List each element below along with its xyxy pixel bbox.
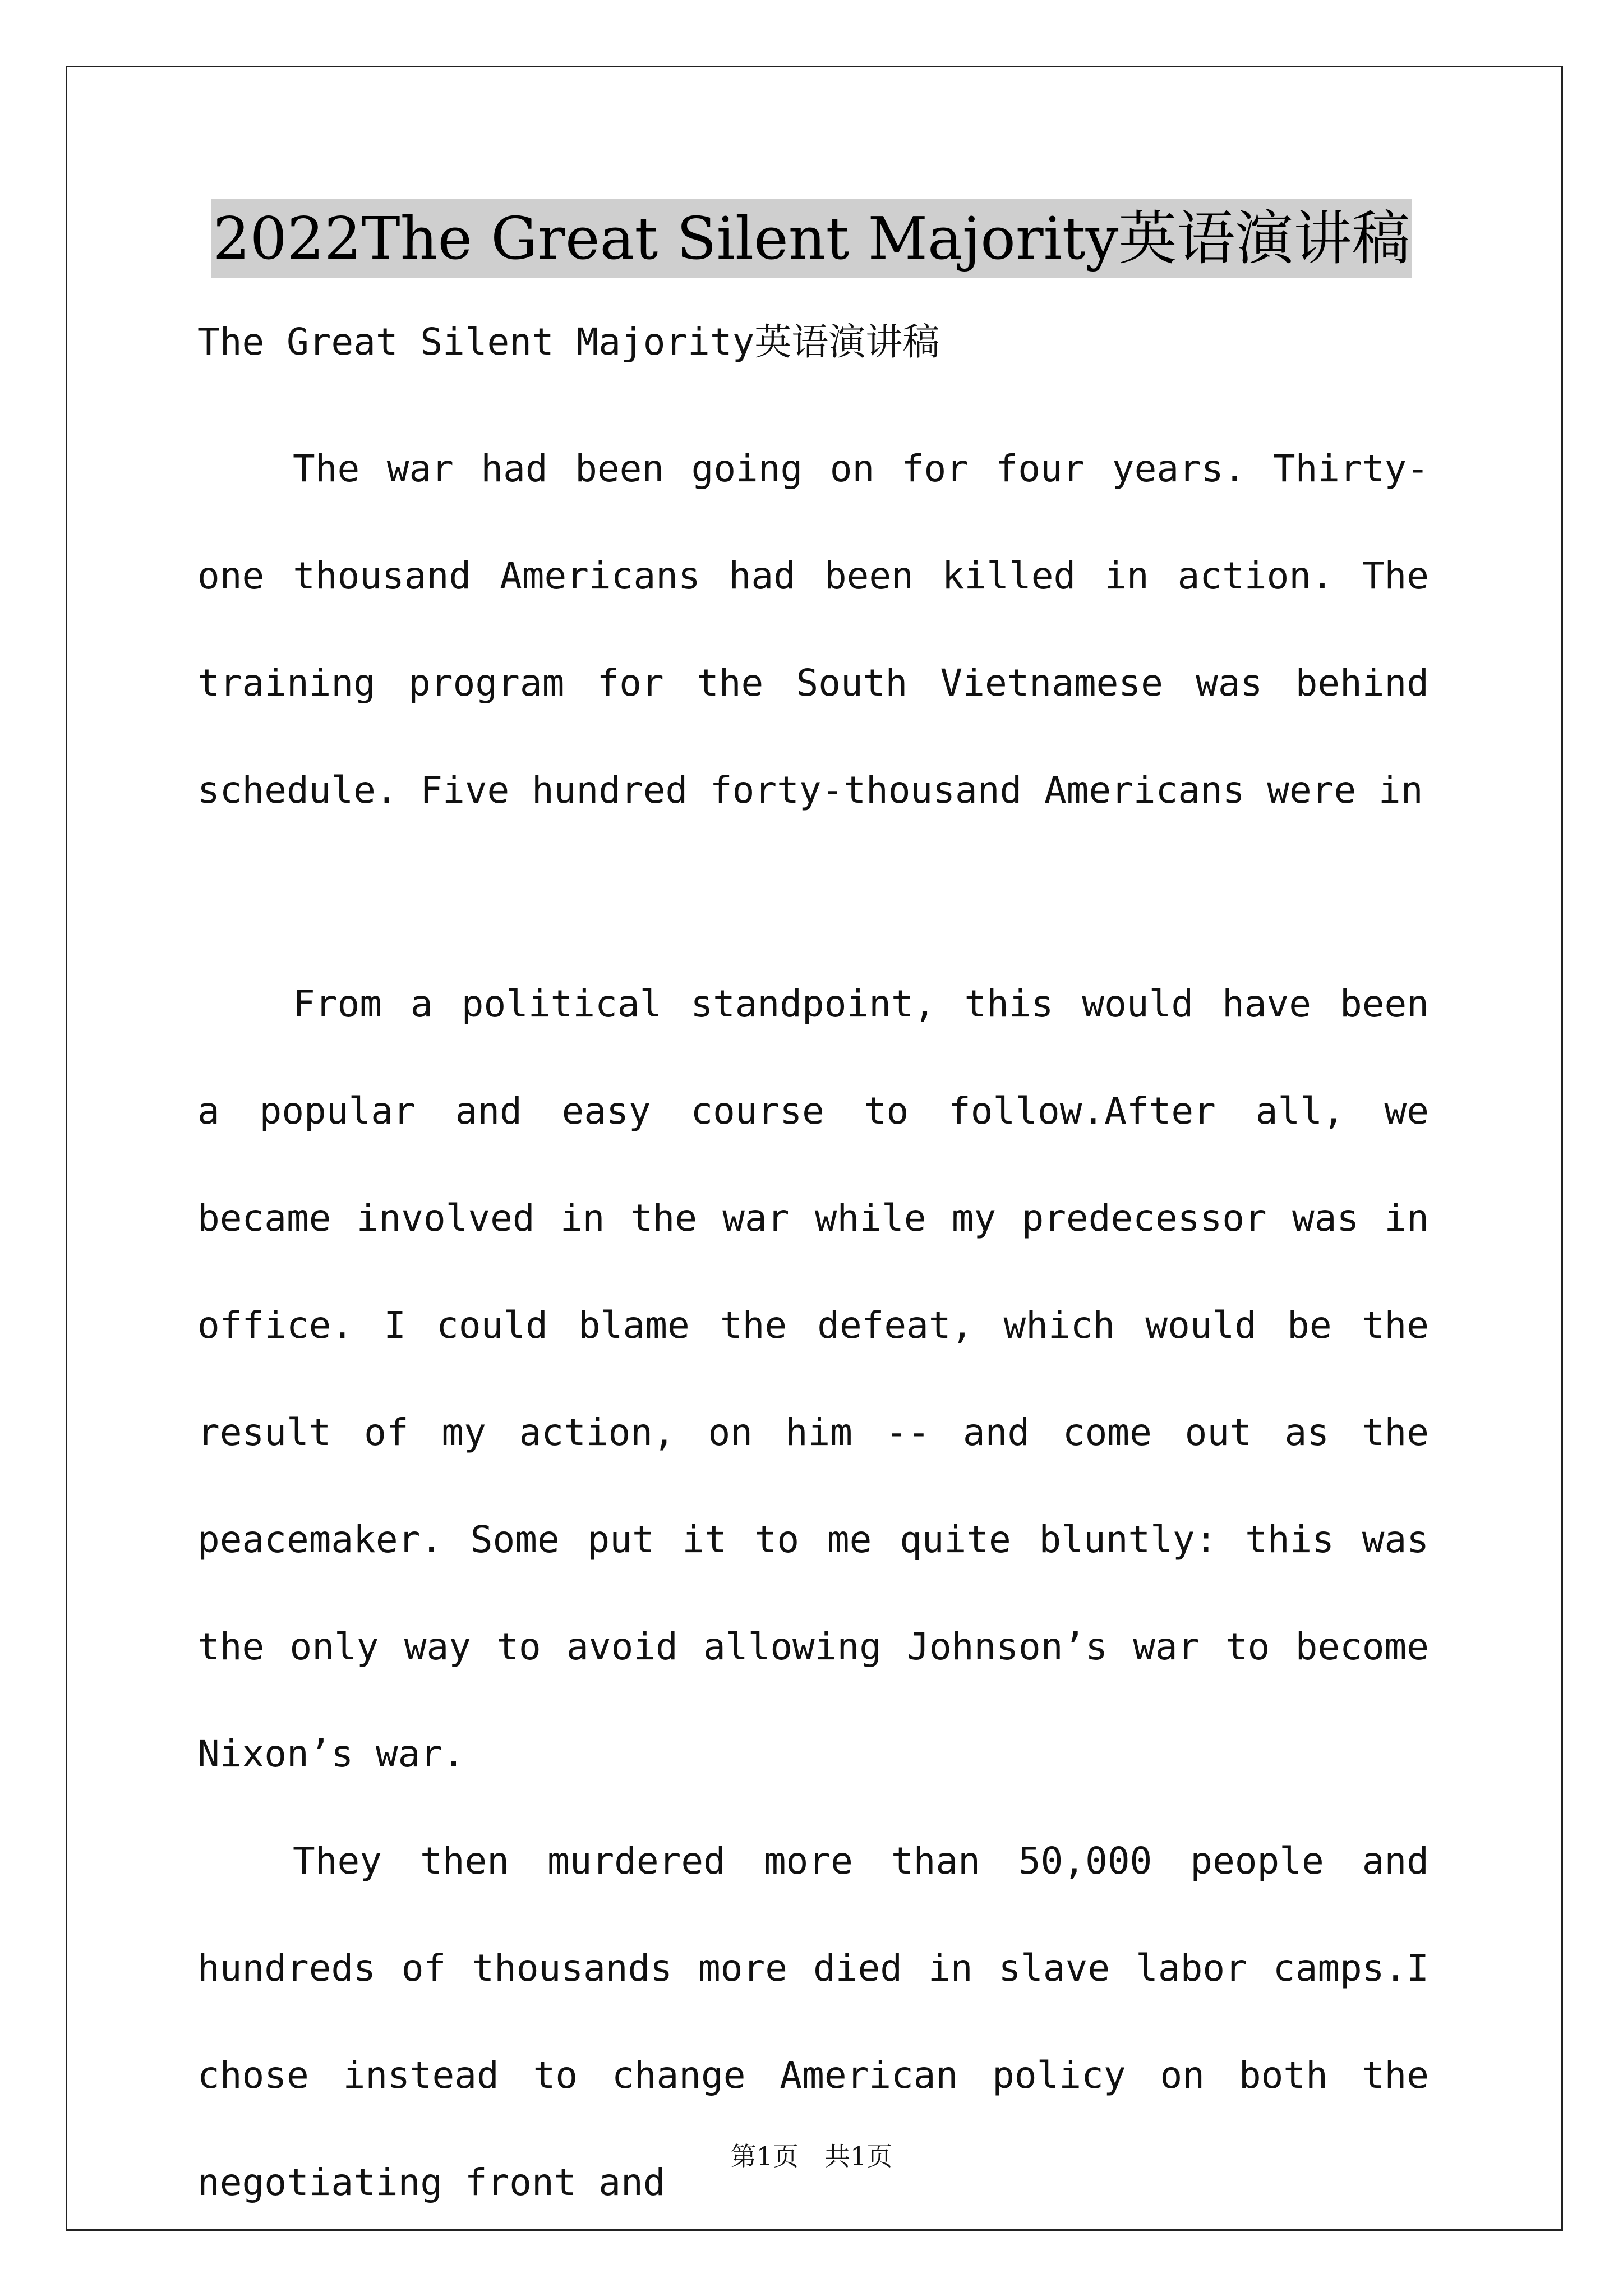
paragraph: From a political standpoint, this would have been a popular and easy course to follow.After all, we became involved in the war while my predecessor was in office. I could blame the defeat, which would be the result of my action, on him -- and come out as the peacemaker. Some put it to me quite bluntly: this was the only way to avoid allowing Johnson’s war to become Nixon’s war. bbox=[197, 982, 1429, 1775]
document-subtitle: The Great Silent Majority英语演讲稿 bbox=[197, 320, 940, 364]
title-container bbox=[0, 199, 1623, 278]
document-body bbox=[197, 303, 1429, 2236]
page-footer: 第1页 共1页 bbox=[730, 2141, 893, 2171]
paragraph: The war had been going on for four years. Thirty-one thousand Americans had been killed in action. The training program for the South Vietnamese was behind schedule. Five hundred forty-thousand Americans were in bbox=[197, 447, 1429, 812]
paragraph: They then murdered more than 50,000 people and hundreds of thousands more died in slave labor camps.I chose instead to change American policy on both the negotiating front and bbox=[197, 1839, 1429, 2204]
document-title: 2022The Great Silent Majority英语演讲稿 bbox=[211, 199, 1413, 278]
